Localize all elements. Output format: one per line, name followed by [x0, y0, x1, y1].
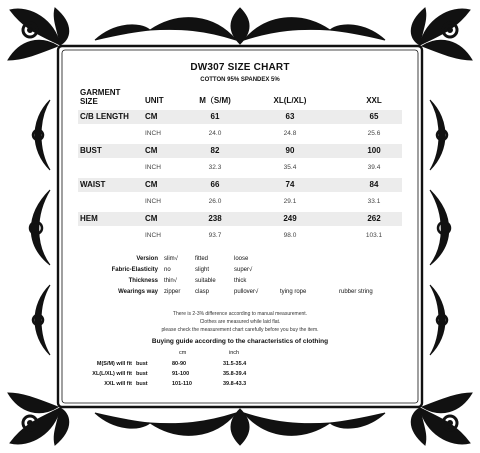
attr-option: fitted — [195, 256, 209, 262]
table-row — [78, 195, 402, 209]
unit-inch: INCH — [145, 130, 161, 137]
header-garment-size: GARMENT SIZE — [80, 88, 121, 106]
value-xxl: 103.1 — [365, 232, 383, 239]
unit-cm: CM — [145, 146, 158, 155]
guide-row-part: bust — [136, 361, 148, 367]
value-m: 32.3 — [208, 164, 222, 171]
value-xxl: 84 — [369, 180, 379, 189]
value-xl: 90 — [285, 146, 295, 155]
measure-name: HEM — [80, 214, 98, 223]
unit-cm: CM — [145, 180, 158, 189]
measure-name: BUST — [80, 146, 102, 155]
table-row — [78, 127, 402, 141]
measure-name: C/B LENGTH — [80, 112, 129, 121]
value-m: 61 — [210, 112, 220, 121]
table-row — [78, 178, 402, 192]
top-crest-ornament — [95, 8, 385, 44]
bottom-crest-ornament — [95, 409, 385, 445]
attr-label-thickness: Thickness — [128, 278, 158, 284]
header-unit: UNIT — [145, 96, 164, 105]
guide-row-inch: 39.8-43.3 — [223, 381, 247, 387]
guide-row-inch: 35.8-39.4 — [223, 371, 247, 377]
attr-label-wearing-way: Wearings way — [118, 289, 158, 295]
measurement-note: please check the measurement chart carefully before you buy the item. — [161, 327, 319, 333]
corner-ornament-top-left — [8, 8, 69, 60]
guide-row-part: bust — [136, 381, 148, 387]
corner-ornament-top-right — [411, 8, 472, 60]
value-xl: 29.1 — [283, 198, 297, 205]
attr-label-elasticity: Fabric-Elasticity — [111, 267, 158, 273]
header-size-xxl: XXL — [366, 96, 382, 105]
guide-row-cm: 91-100 — [172, 371, 190, 377]
value-m: 66 — [210, 180, 220, 189]
table-row — [78, 110, 402, 124]
guide-row-label: XL(L/XL) will fit — [92, 371, 132, 377]
value-m: 93.7 — [208, 232, 222, 239]
table-row — [78, 161, 402, 175]
attr-option: super√ — [234, 267, 253, 273]
unit-cm: CM — [145, 112, 158, 121]
attr-option: tying rope — [280, 289, 307, 295]
value-xxl: 33.1 — [367, 198, 381, 205]
value-xxl: 262 — [367, 214, 381, 223]
attr-option: zipper — [164, 289, 181, 295]
value-xl: 63 — [285, 112, 295, 121]
attr-label-version: Version — [136, 256, 158, 262]
left-side-ornament — [30, 100, 50, 355]
value-m: 24.0 — [208, 130, 222, 137]
measurement-note: There is 2-3% difference according to manual measurement. — [172, 311, 308, 317]
value-xl: 74 — [285, 180, 295, 189]
value-m: 82 — [210, 146, 220, 155]
value-xxl: 25.6 — [367, 130, 381, 137]
header-size-xl: XL(L/XL) — [273, 96, 307, 105]
measure-name: WAIST — [80, 180, 106, 189]
value-xl: 98.0 — [283, 232, 297, 239]
right-side-ornament — [430, 100, 450, 355]
guide-row-cm: 80-90 — [172, 361, 187, 367]
guide-row-inch: 31.5-35.4 — [223, 361, 247, 367]
attr-option: thin√ — [164, 278, 177, 284]
corner-ornament-bottom-right — [411, 393, 472, 445]
attr-option: loose — [234, 256, 249, 262]
unit-inch: INCH — [145, 164, 161, 171]
value-xxl: 100 — [367, 146, 381, 155]
value-m: 26.0 — [208, 198, 222, 205]
table-row — [78, 212, 402, 226]
value-xxl: 39.4 — [367, 164, 381, 171]
fabric-composition: COTTON 95% SPANDEX 5% — [200, 77, 280, 83]
measurement-note: Clothes are measured while laid flat. — [199, 319, 281, 325]
attr-option: suitable — [195, 278, 216, 284]
guide-row-label: M(S/M) will fit — [96, 361, 132, 367]
value-xl: 249 — [283, 214, 297, 223]
unit-inch: INCH — [145, 232, 161, 239]
unit-cm: CM — [145, 214, 158, 223]
table-row — [78, 229, 402, 243]
attr-option: slight — [195, 267, 210, 273]
guide-row-part: bust — [136, 371, 148, 377]
value-m: 238 — [208, 214, 222, 223]
buying-guide-title: Buying guide according to the characteristics of clothing — [151, 338, 329, 345]
unit-inch: INCH — [145, 198, 161, 205]
attr-option: no — [164, 267, 171, 273]
value-xxl: 65 — [369, 112, 379, 121]
guide-row-cm: 101-110 — [172, 381, 192, 387]
guide-row-label: XXL will fit — [104, 381, 132, 387]
attr-option: clasp — [195, 289, 210, 295]
attr-option: slim√ — [164, 256, 178, 262]
table-row — [78, 144, 402, 158]
corner-ornament-bottom-left — [8, 393, 69, 445]
value-xl: 35.4 — [283, 164, 297, 171]
attr-option: thick — [234, 278, 247, 284]
guide-col-cm: cm — [179, 350, 187, 356]
header-size-m: M（S/M) — [199, 96, 231, 105]
attr-option: rubber string — [339, 289, 373, 295]
value-xl: 24.8 — [283, 130, 297, 137]
attr-option: pullover√ — [234, 289, 259, 295]
guide-col-inch: inch — [229, 350, 240, 356]
chart-title: DW307 SIZE CHART — [190, 62, 290, 73]
